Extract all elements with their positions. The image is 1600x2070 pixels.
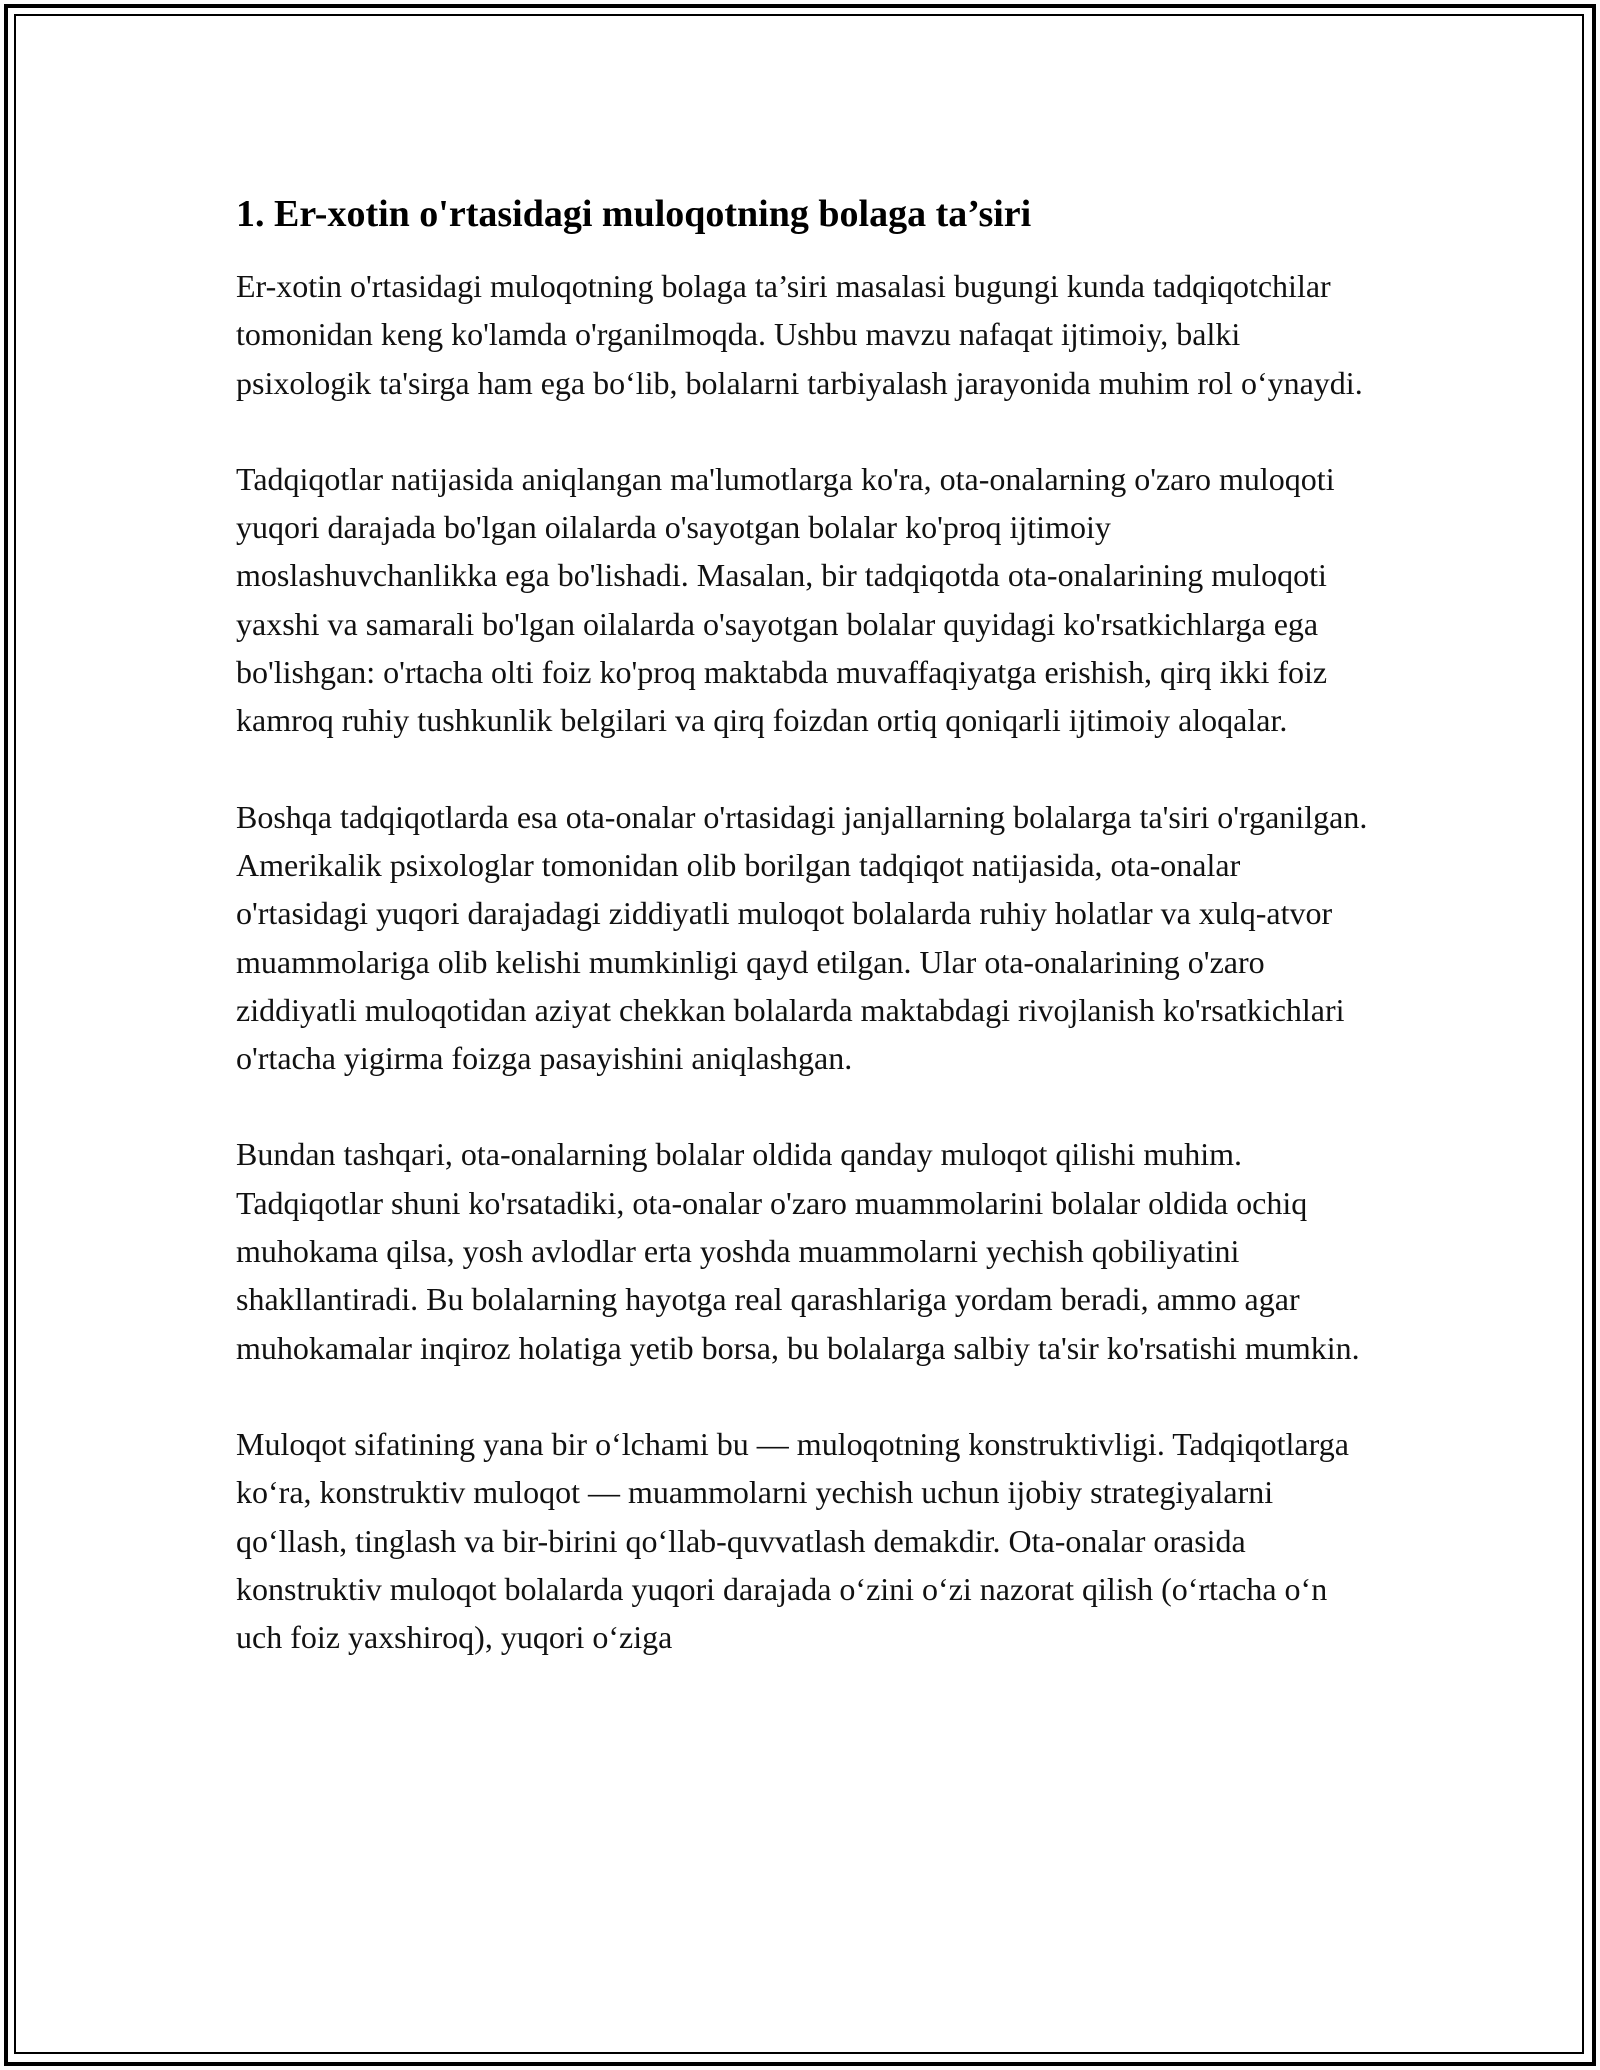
- paragraph-4: Bundan tashqari, ota-onalarning bolalar oldida qanday muloqot qilishi muhim. Tadqiqotlar shuni ko'rsatadiki, ota-onalar o'zaro muammolarini bolalar oldida ochiq muhokama qilsa, yosh avlodlar erta yoshda muammolarni yechish qobiliyatini shakllantiradi. Bu bolalarning hayotga real qarashlariga yordam beradi, ammo agar muhokamalar inqiroz holatiga yetib borsa, bu bolalarga salbiy ta'sir ko'rsatishi mumkin.: [236, 1136, 1360, 1366]
- paragraph-5: Muloqot sifatining yana bir o‘lchami bu — muloqotning konstruktivligi. Tadqiqotlarga ko‘ra, konstruktiv muloqot — muammolarni yechish uchun ijobiy strategiyalarni qo‘llash, tinglash va bir-birini qo‘llab-quvvatlash demakdir. Ota-onalar orasida konstruktiv muloqot bolalarda yuqori darajada o‘zini o‘zi nazorat qilish (o‘rtacha o‘n uch foiz yaxshiroq), yuqori o‘ziga: [236, 1425, 1349, 1656]
- paragraph-3: Boshqa tadqiqotlarda esa ota-onalar o'rtasidagi janjallarning bolalarga ta'siri o'rganilgan. Amerikalik psixologlar tomonidan olib borilgan tadqiqot natijasida, ota-onalar o'rtasidagi yuqori darajadagi ziddiyatli muloqot bolalarda ruhiy holatlar va xulq-atvor muammolariga olib kelishi mumkinligi qayd etilgan. Ular ota-onalarining o'zaro ziddiyatli muloqotidan aziyat chekkan bolalarda maktabdagi rivojlanish ko'rsatkichlari o'rtacha yigirma foizga pasayishini aniqlashgan.: [236, 798, 1368, 1077]
- paragraph-2: Tadqiqotlar natijasida aniqlangan ma'lumotlarga ko'ra, ota-onalarning o'zaro muloqoti yuqori darajada bo'lgan oilalarda o'sayotgan bolalar ko'proq ijtimoiy moslashuvchanlikka ega bo'lishadi. Masalan, bir tadqiqotda ota-onalarining muloqoti yaxshi va samarali bo'lgan oilalarda o'sayotgan bolalar quyidagi ko'rsatkichlarga ega bo'lishgan: o'rtacha olti foiz ko'proq maktabda muvaffaqiyatga erishish, qirq ikki foiz kamroq ruhiy tushkunlik belgilari va qirq foizdan ortiq qoniqarli ijtimoiy aloqalar.: [236, 460, 1335, 739]
- section-heading: 1. Er-xotin o'rtasidagi muloqotning bolaga ta’siri: [236, 193, 1032, 235]
- paragraph-1: Er-xotin o'rtasidagi muloqotning bolaga ta’siri masalasi bugungi kunda tadqiqotchilar tomonidan keng ko'lamda o'rganilmoqda. Ushbu mavzu nafaqat ijtimoiy, balki psixologik ta'sirga ham ega bo‘lib, bolalarni tarbiyalash jarayonida muhim rol o‘ynaydi.: [236, 268, 1363, 401]
- document-body: [236, 184, 1376, 1709]
